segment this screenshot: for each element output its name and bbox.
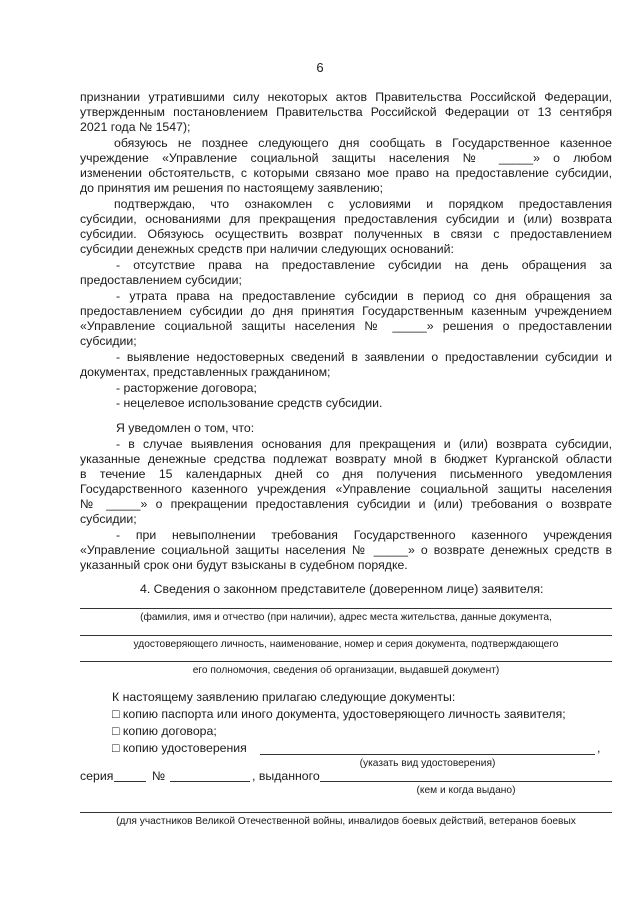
fill-line[interactable]	[80, 608, 612, 609]
text-line: до принятия им решения по настоящему заявлению;	[80, 181, 384, 195]
fill-line[interactable]	[80, 635, 612, 636]
text-line: указанный срок они будут взысканы в судебном порядке.	[80, 558, 408, 572]
text-line: - при невыполнении требования Государственного казенного учреждения	[116, 528, 612, 542]
field-caption: (указать вид удостоверения)	[359, 758, 496, 769]
text-line: признании утратившими силу некоторых актов Правительства Российской Федерации,	[80, 90, 612, 104]
text-line: в течение 15 календарных дней со дня получения письменного уведомления	[80, 467, 612, 481]
fill-line[interactable]	[260, 754, 595, 755]
page-number: 6	[316, 60, 324, 75]
attachment-item-contract[interactable]: □ копию договора;	[112, 724, 217, 738]
text-line: подтверждаю, что ознакомлен с условиями и порядком предоставления	[114, 197, 612, 211]
attachment-item-passport[interactable]: □ копию паспорта или иного документа, удостоверяющего личность заявителя;	[112, 707, 566, 721]
field-caption: (для участников Великой Отечественной войны, инвалидов боевых действий, ветеранов боевых	[116, 816, 576, 827]
text-line: субсидии денежных средств при наличии следующих оснований:	[80, 242, 454, 256]
issued-label: , выданного	[252, 769, 320, 783]
text-line: субсидии;	[80, 334, 137, 348]
text-line: «Управление социальной защиты населения № _____» о возврате денежных средств в	[80, 543, 612, 557]
text-line: предоставлением субсидии до дня принятия Государственным казенным учреждением	[80, 304, 612, 318]
text-line: субсидии, основаниями для прекращения предоставления субсидии и (или) возврата	[80, 212, 612, 226]
number-field[interactable]	[170, 781, 250, 782]
text-line: - утрата права на предоставление субсидии в период со дня обращения за	[116, 289, 612, 303]
attachments-intro: К настоящему заявлению прилагаю следующие документы:	[112, 690, 456, 704]
attachment-item-certificate[interactable]: □ копию удостоверения	[112, 741, 247, 755]
fill-line[interactable]	[80, 812, 612, 813]
text-line: обязуюсь не позднее следующего дня сообщать в Государственное казенное	[114, 136, 612, 150]
text-line: 2021 года № 1547);	[80, 120, 191, 134]
series-label: серия	[80, 769, 114, 783]
text-line: Государственного казенного учреждения «Управление социальной защиты населения	[80, 482, 612, 496]
text-line: указанные денежные средства подлежат возврату мной в бюджет Курганской области	[80, 452, 612, 466]
field-caption: удостоверяющего личность, наименование, номер и серия документа, подтверждающего	[133, 639, 559, 650]
text-line: предоставлением субсидии;	[80, 273, 242, 287]
text-line: учреждение «Управление социальной защиты населения № _____» о любом	[80, 151, 612, 165]
text-line: № _____» о прекращении предоставления субсидии и (или) требования о возврате	[80, 497, 612, 511]
text-line: «Управление социальной защиты населения № _____» решения о предоставлении	[80, 319, 612, 333]
text-line: субсидии;	[80, 512, 137, 526]
text-line: изменении обстоятельств, с которыми связано мое право на предоставление субсидии,	[80, 166, 612, 180]
text-line: - выявление недостоверных сведений в заявлении о предоставлении субсидии и	[116, 350, 612, 364]
number-label: №	[152, 769, 166, 783]
text-line: Я уведомлен о том, что:	[116, 421, 255, 435]
comma: ,	[597, 741, 601, 755]
text-line: - отсутствие права на предоставление субсидии на день обращения за	[116, 258, 612, 272]
fill-line[interactable]	[80, 661, 612, 662]
text-line: субсидии. Обязуюсь осуществить возврат полученных в связи с предоставлением	[80, 227, 612, 241]
series-field[interactable]	[114, 781, 146, 782]
field-caption: (фамилия, имя и отчество (при наличии), адрес места жительства, данные документа,	[140, 612, 552, 623]
text-line: документах, представленных гражданином;	[80, 365, 331, 379]
issued-field[interactable]	[320, 781, 612, 782]
text-line: - в случае выявления основания для прекращения и (или) возврата субсидии,	[116, 437, 612, 451]
section-4-heading: 4. Сведения о законном представителе (доверенном лице) заявителя:	[140, 582, 544, 596]
text-line: - нецелевое использование средств субсидии.	[116, 396, 383, 410]
text-line: - расторжение договора;	[116, 381, 257, 395]
field-caption: его полномочия, сведения об организации, выдавшей документ)	[192, 665, 500, 676]
text-line: утвержденным постановлением Правительства Российской Федерации от 13 сентября	[80, 105, 612, 119]
field-caption: (кем и когда выдано)	[416, 785, 516, 796]
